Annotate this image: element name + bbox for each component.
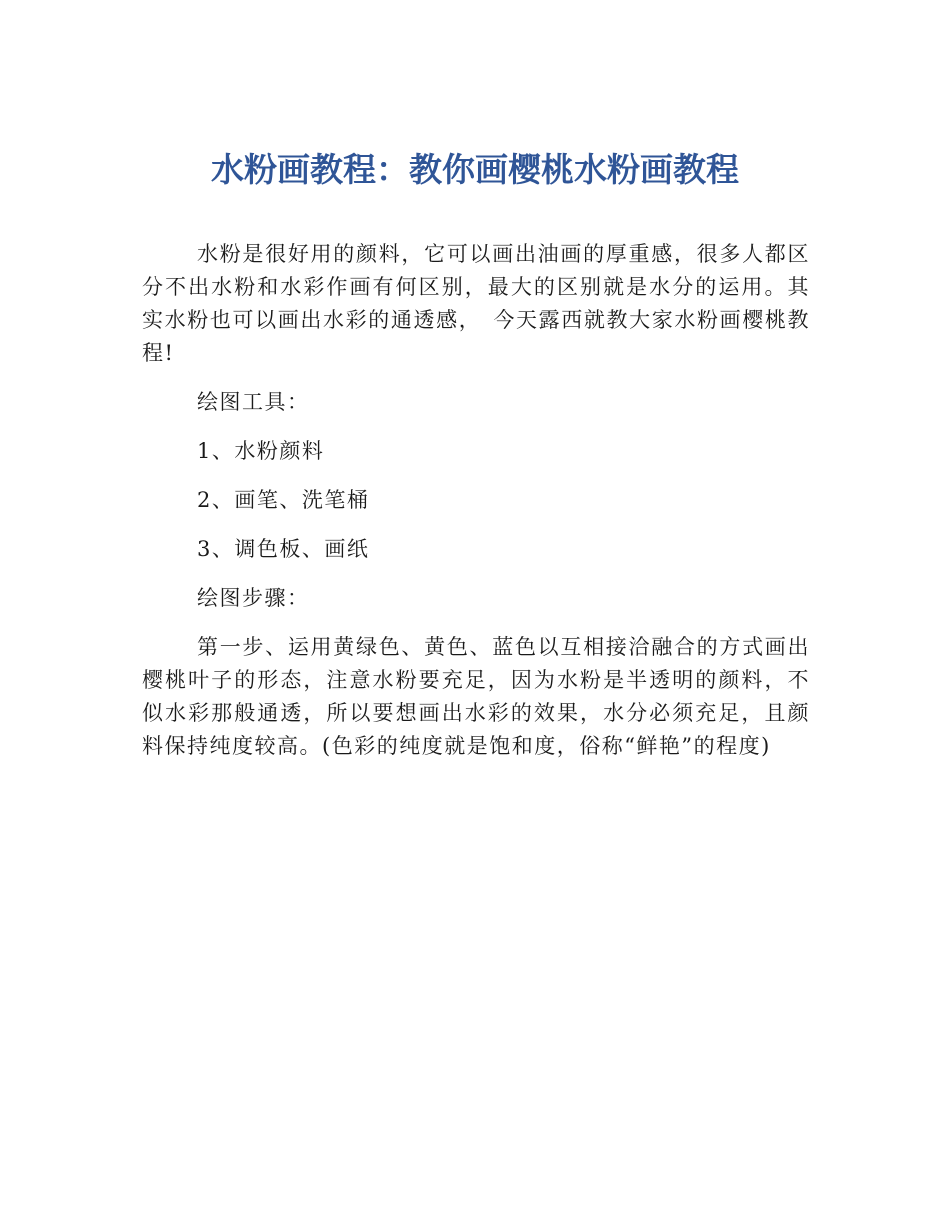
- document-body: [142, 238, 810, 763]
- intro-paragraph: 水粉是很好用的颜料，它可以画出油画的厚重感，很多人都区分不出水粉和水彩作画有何区别，最大的区别就是水分的运用。其实水粉也可以画出水彩的通透感， 今天露西就教大家水粉画樱桃教程!: [142, 242, 810, 365]
- tool-item: 2、画笔、洗笔桶: [197, 488, 370, 512]
- tool-item: 3、调色板、画纸: [197, 537, 370, 561]
- tools-heading: 绘图工具：: [197, 390, 310, 414]
- steps-heading: 绘图步骤：: [197, 586, 310, 610]
- document-title: 水粉画教程：教你画樱桃水粉画教程: [211, 150, 739, 189]
- tool-item: 1、水粉颜料: [197, 439, 325, 463]
- step-one-paragraph: 第一步、运用黄绿色、黄色、蓝色以互相接洽融合的方式画出樱桃叶子的形态，注意水粉要充足，因为水粉是半透明的颜料，不似水彩那般通透，所以要想画出水彩的效果，水分必须充足，且颜料保持纯度较高。(色彩的纯度就是饱和度，俗称“鲜艳”的程度): [142, 635, 810, 758]
